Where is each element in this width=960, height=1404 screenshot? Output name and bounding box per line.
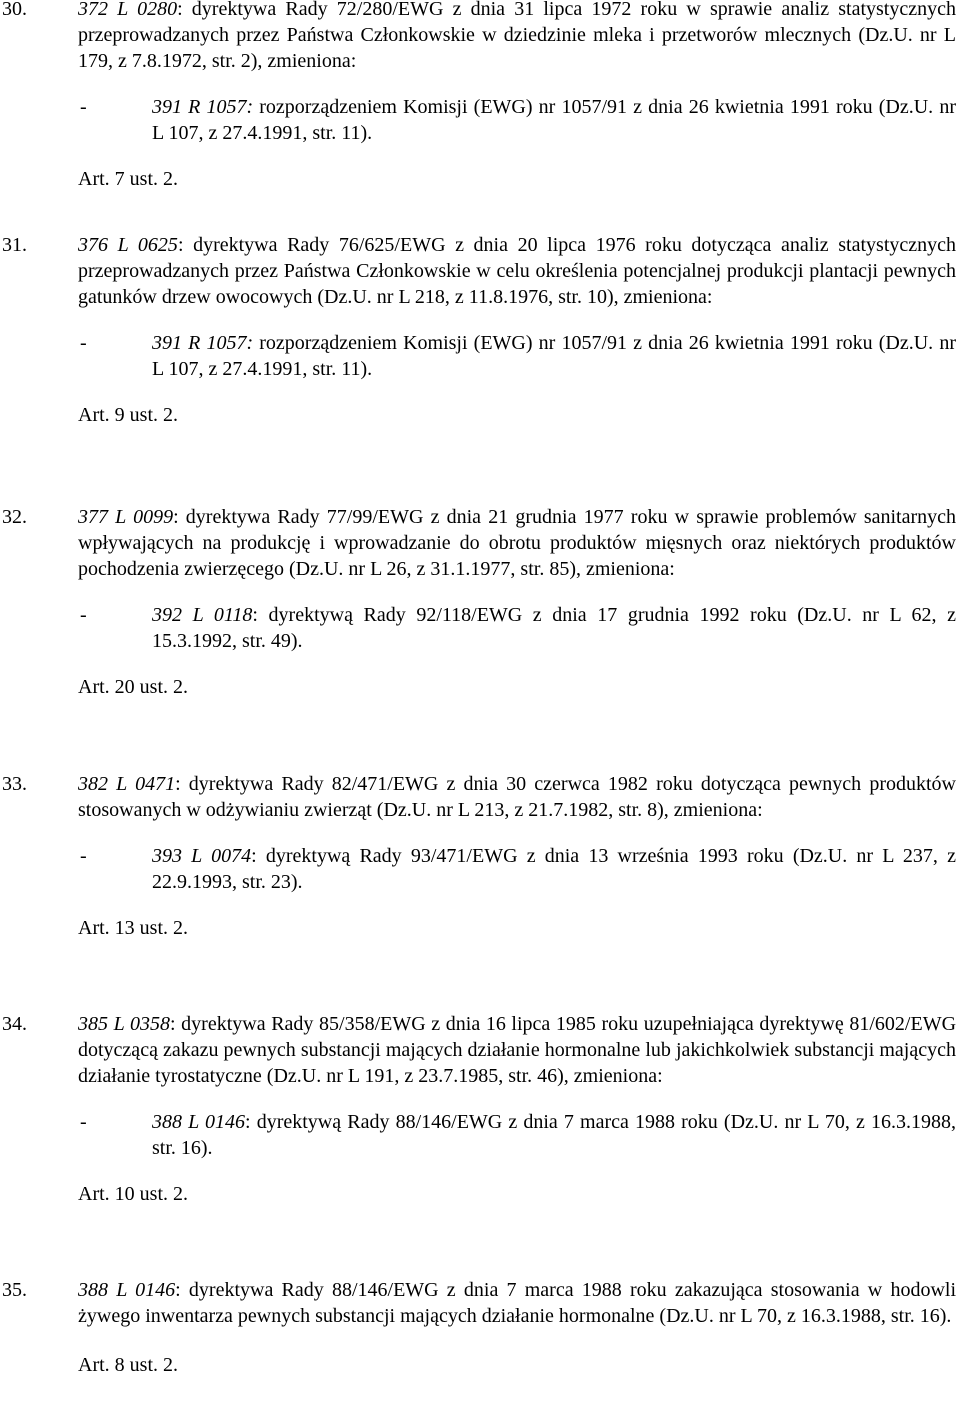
entry-number: 35. [2,1279,27,1301]
entry-text: : dyrektywa Rady 77/99/EWG z dnia 21 grudnia 1977 roku w sprawie problemów sanitarnych wpływających na produkcję i wprowadzanie do obrotu produktów mięsnych oraz niektórych produktów pochodzenia zwierzęcego (Dz.U. nr L 26, z 31.1.1977, str. 85), zmieniona: [78,506,957,580]
amendment-text: : dyrektywą Rady 93/471/EWG z dnia 13 września 1993 roku (Dz.U. nr L 237, z 22.9.1993, str. 23). [152,845,956,893]
directive-code: 388 L 0146 [78,1279,176,1301]
amendment-code: 391 R 1057: [152,96,254,118]
amendment-text: : dyrektywą Rady 92/118/EWG z dnia 17 grudnia 1992 roku (Dz.U. nr L 62, z 15.3.1992, str. 49). [152,604,956,652]
entry-31 [0,232,956,428]
entry-number: 30. [2,0,27,20]
directive-code: 372 L 0280 [78,0,178,20]
amendment-item [0,602,956,654]
entry-paragraph [0,1277,956,1329]
amendment-text: : dyrektywą Rady 88/146/EWG z dnia 7 marca 1988 roku (Dz.U. nr L 70, z 16.3.1988, str. 16). [152,1111,956,1159]
entry-30 [0,0,956,192]
amendment-code: 388 L 0146 [152,1111,246,1133]
dash-bullet: - [80,96,87,118]
amendment-code: 392 L 0118 [152,604,253,626]
amendment-item [0,1109,956,1161]
article-reference: Art. 20 ust. 2. [78,676,188,698]
entry-paragraph [0,0,956,74]
entry-paragraph [0,771,956,823]
entry-34 [0,1011,956,1207]
entry-number: 34. [2,1013,27,1035]
entry-number: 33. [2,773,27,795]
article-reference: Art. 9 ust. 2. [78,404,178,426]
dash-bullet: - [80,332,87,354]
entry-paragraph [0,232,956,310]
entry-35 [0,1277,956,1378]
dash-bullet: - [80,845,87,867]
entry-text: : dyrektywa Rady 82/471/EWG z dnia 30 czerwca 1982 roku dotycząca pewnych produktów stosowanych w odżywianiu zwierząt (Dz.U. nr L 213, z 21.7.1982, str. 8), zmieniona: [78,773,956,821]
directive-code: 382 L 0471 [78,773,176,795]
entry-number: 32. [2,506,27,528]
entry-32 [0,504,956,700]
directive-code: 385 L 0358 [78,1013,170,1035]
entry-text: : dyrektywa Rady 88/146/EWG z dnia 7 marca 1988 roku zakazująca stosowania w hodowli żywego inwentarza pewnych substancji mających działanie hormonalne (Dz.U. nr L 70, z 16.3.1988, str. 16). [78,1279,957,1327]
article-reference: Art. 10 ust. 2. [78,1183,188,1205]
dash-bullet: - [80,1111,87,1133]
article-reference: Art. 13 ust. 2. [78,917,188,939]
article-reference: Art. 8 ust. 2. [78,1354,178,1376]
entry-text: : dyrektywa Rady 76/625/EWG z dnia 20 lipca 1976 roku dotycząca analiz statystycznych przeprowadzanych przez Państwa Członkowskie w celu określenia potencjalnej produkcji plantacji pewnych gatunków drzew owocowych (Dz.U. nr L 218, z 11.8.1976, str. 10), zmieniona: [78,234,957,308]
entry-text: : dyrektywa Rady 72/280/EWG z dnia 31 lipca 1972 roku w sprawie analiz statystycznych przeprowadzanych przez Państwa Członkowskie w dziedzinie mleka i przetworów mlecznych (Dz.U. nr L 179, z 7.8.1972, str. 2), zmieniona: [78,0,956,72]
directive-code: 376 L 0625 [78,234,178,256]
amendment-item [0,94,956,146]
amendment-code: 393 L 0074 [152,845,252,867]
article-reference: Art. 7 ust. 2. [78,168,178,190]
amendment-item [0,330,956,382]
amendment-code: 391 R 1057: [152,332,254,354]
amendment-text: rozporządzeniem Komisji (EWG) nr 1057/91 z dnia 26 kwietnia 1991 roku (Dz.U. nr L 107, z 27.4.1991, str. 11). [152,96,956,144]
entry-33 [0,771,956,941]
entry-paragraph [0,504,956,582]
dash-bullet: - [80,604,87,626]
amendment-item [0,843,956,895]
directive-code: 377 L 0099 [78,506,174,528]
entry-text: : dyrektywa Rady 85/358/EWG z dnia 16 lipca 1985 roku uzupełniająca dyrektywę 81/602/EWG dotyczącą zakazu pewnych substancji mających działanie hormonalne lub jakichkolwiek substancji mających działanie tyrostatyczne (Dz.U. nr L 191, z 23.7.1985, str. 46), zmieniona: [78,1013,957,1087]
entry-paragraph [0,1011,956,1089]
entry-number: 31. [2,234,27,256]
amendment-text: rozporządzeniem Komisji (EWG) nr 1057/91 z dnia 26 kwietnia 1991 roku (Dz.U. nr L 107, z 27.4.1991, str. 11). [152,332,956,380]
